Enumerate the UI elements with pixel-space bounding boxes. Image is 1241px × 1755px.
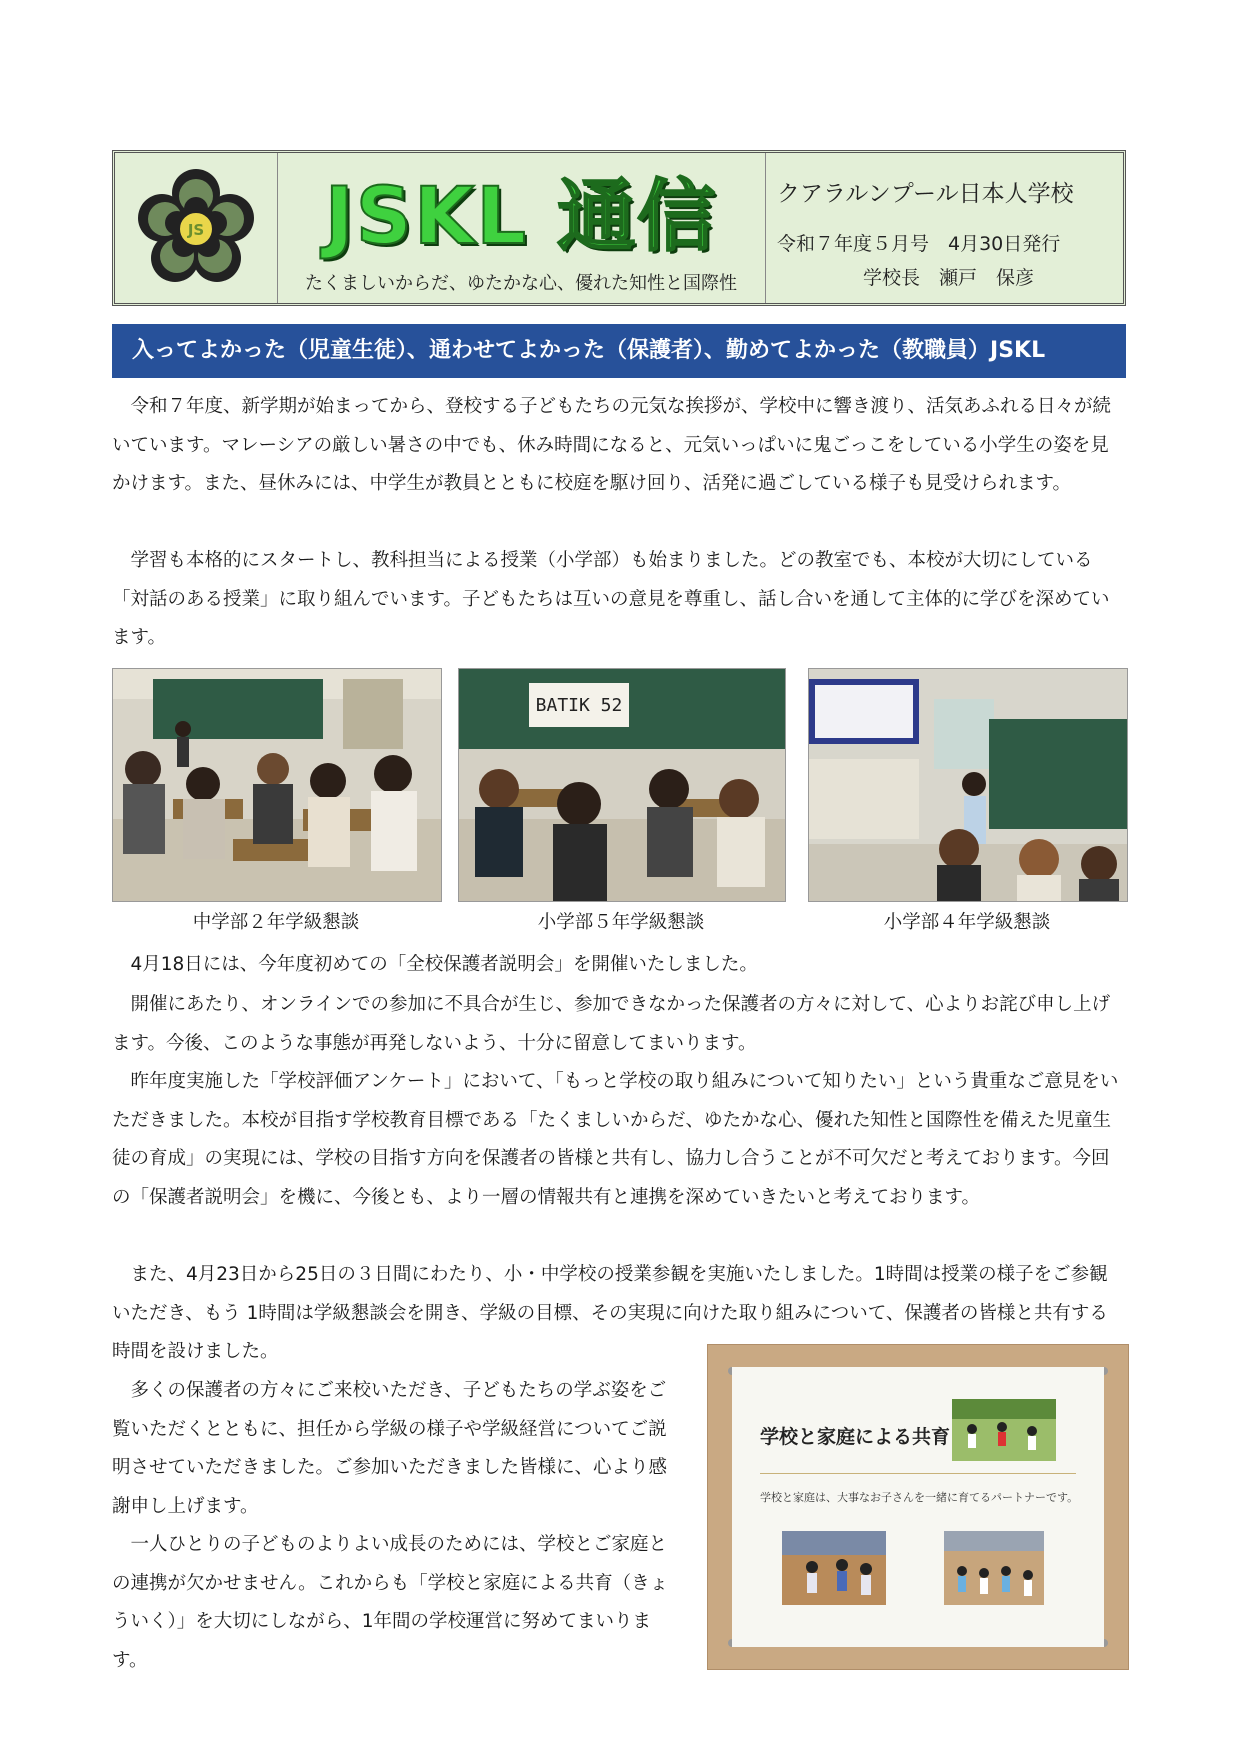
principal-name: 学校長 瀬戸 保彦 xyxy=(863,267,1035,289)
poster-photo-gym-2 xyxy=(944,1531,1044,1605)
poster-photo-sports xyxy=(952,1399,1056,1461)
article-headline: 入ってよかった（児童生徒）、通わせてよかった（保護者）、勤めてよかった（教職員）JSKL xyxy=(112,324,1126,378)
poster-subtitle: 学校と家庭は、大事なお子さんを一緒に育てるパートナーです。 xyxy=(760,1491,1079,1504)
poster-photo-gym-1 xyxy=(782,1531,886,1605)
body-paragraph: 学習も本格的にスタートし、教科担当による授業（小学部）も始まりました。どの教室でも、本校が大切にしている「対話のある授業」に取り組んでいます。子どもたちは互いの意見を尊重し、話し合いを通して主体的に学びを深めています。 xyxy=(112,550,1110,648)
body-paragraph: 昨年度実施した「学校評価アンケート」において、「もっと学校の取り組みについて知りたい」という貴重なご意見をいただきました。本校が目指す学校教育目標である「たくましいからだ、ゆたかな心、優れた知性と国際性を備えた児童生徒の育成」の実現には、学校の目指す方向を保護者の皆様と共有し、協力し合うことが不可欠だと考えております。今回の「保護者説明会」を機に、今後とも、より一層の情報共有と連携を深めていきたいと考えております。 xyxy=(112,1071,1119,1208)
photo-caption: 小学部４年学級懇談 xyxy=(883,912,1051,933)
title-cell xyxy=(277,153,766,303)
school-logo-cell xyxy=(115,153,278,303)
poster-divider xyxy=(760,1473,1076,1474)
poster-image xyxy=(708,1345,1128,1669)
photo-class-meeting-el4 xyxy=(808,668,1128,902)
photo-caption: 中学部２年学級懇談 xyxy=(192,912,360,933)
emblem-text: JS xyxy=(187,221,205,239)
school-name: クアラルンプール日本人学校 xyxy=(777,181,1074,207)
school-motto: たくましいからだ、ゆたかな心、優れた知性と国際性 xyxy=(305,273,737,294)
body-paragraph: 令和７年度、新学期が始まってから、登校する子どもたちの元気な挨拶が、学校中に響き渡り、活気あふれる日々が続いています。マレーシアの厳しい暑さの中でも、休み時間になると、元気いっぱいに鬼ごっこをしている小学生の姿を見かけます。また、昼休みには、中学生が教員とともに校庭を駆け回り、活発に過ごしている様子も見受けられます。 xyxy=(112,396,1112,494)
issue-info: 令和７年度５月号 4月30日発行 xyxy=(777,233,1061,255)
body-paragraph: 4月18日には、今年度初めての「全校保護者説明会」を開催いたしました。 xyxy=(112,954,758,975)
board-sign-text: BATIK 52 xyxy=(535,695,623,716)
photo-caption: 小学部５年学級懇談 xyxy=(537,912,705,933)
masthead xyxy=(112,150,1126,306)
poster-title: 学校と家庭による共育 xyxy=(760,1426,951,1448)
body-paragraph: 開催にあたり、オンラインでの参加に不具合が生じ、参加できなかった保護者の方々に対して、心よりお詫び申し上げます。今後、このような事態が再発しないよう、十分に留意してまいります。 xyxy=(112,994,1111,1054)
body-paragraph: 多くの保護者の方々にご来校いただき、子どもたちの学ぶ姿をご覧いただくとともに、担任から学級の様子や学級経営についてご説明させていただきました。ご参加いただきました皆様に、心より感謝申し上げます。 xyxy=(112,1380,668,1517)
info-cell xyxy=(765,153,1123,303)
photo-class-meeting-el5 xyxy=(458,668,786,902)
body-paragraph: また、4月23日から25日の３日間にわたり、小・中学校の授業参観を実施いたしました。1時間は授業の様子をご参観いただき、もう 1時間は学級懇談会を開き、学級の目標、その実現に向けた取り組みについて、保護者の皆様と共有する時間を設けました。 xyxy=(112,1264,1108,1362)
photo-class-meeting-jh2 xyxy=(112,668,442,902)
newsletter-title: JSKL 通信 xyxy=(324,172,718,262)
body-paragraph: 一人ひとりの子どものよりよい成長のためには、学校とご家庭との連携が欠かせません。これからも「学校と家庭による共育（きょういく）」を大切にしながら、1年間の学校運営に努めてまいります。 xyxy=(112,1534,669,1671)
poster-sheet xyxy=(732,1367,1104,1647)
school-emblem-icon xyxy=(115,153,277,303)
